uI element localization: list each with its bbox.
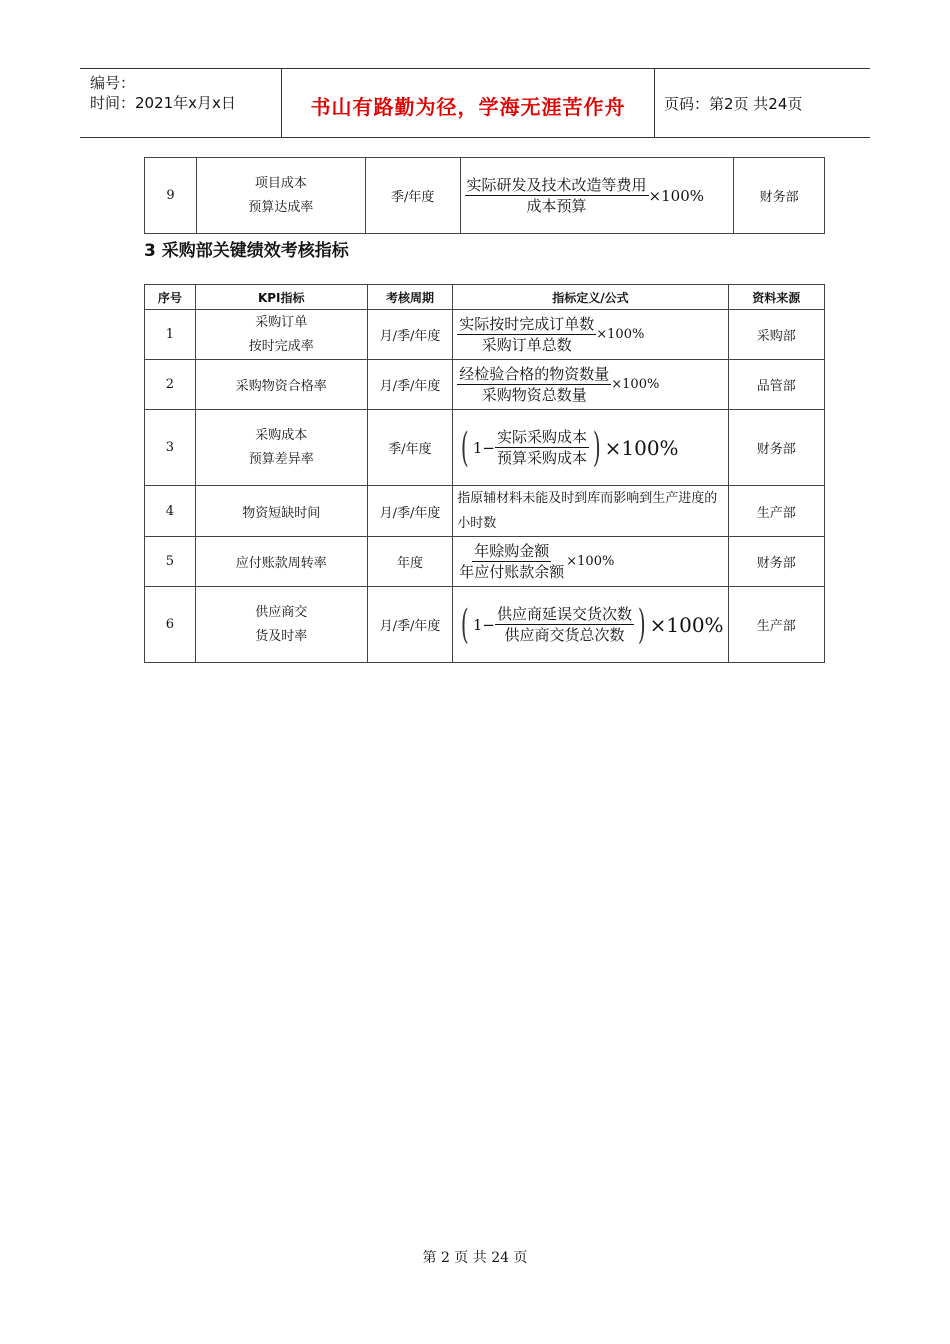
col-header: KPI指标 (195, 285, 367, 310)
kpi-name (195, 310, 367, 360)
kpi-name-line: 采购订单 (255, 314, 308, 330)
header-motto: 书山有路勤为径，学海无涯苦作舟 (310, 95, 626, 119)
kpi-formula (453, 360, 728, 410)
formula (457, 541, 614, 582)
formula-prefix: 1− (472, 438, 495, 457)
kpi-period: 月/季/年度 (367, 587, 453, 663)
row-number: 3 (145, 410, 196, 486)
kpi-formula (453, 537, 728, 587)
kpi-period: 月/季/年度 (367, 486, 453, 537)
fraction (465, 175, 649, 216)
col-header: 指标定义/公式 (453, 285, 728, 310)
row-number: 6 (145, 587, 196, 663)
row-number: 4 (145, 486, 196, 537)
right-paren-icon: ) (637, 601, 646, 648)
header-divider (654, 69, 655, 137)
kpi-name-line: 按时完成率 (248, 338, 314, 354)
denominator: 供应商交货总次数 (504, 626, 625, 644)
table-header-row (145, 285, 825, 310)
formula (457, 424, 679, 471)
fraction (495, 427, 589, 468)
kpi-name: 应付账款周转率 (195, 537, 367, 587)
kpi-name-line: 预算达成率 (248, 199, 314, 215)
kpi-definition: 指原辅材料未能及时到库而影响到生产进度的小时数 (453, 486, 728, 537)
purchasing-kpi-table (144, 284, 825, 663)
row-number: 9 (145, 158, 197, 234)
kpi-name (195, 410, 367, 486)
col-header: 考核周期 (367, 285, 453, 310)
code-label: 编号： (90, 74, 136, 92)
page-header (80, 68, 870, 138)
denominator: 预算采购成本 (496, 449, 587, 467)
denominator: 年应付账款余额 (459, 563, 565, 581)
multiplier: ×100% (566, 554, 615, 569)
kpi-name-line: 预算差异率 (248, 451, 314, 467)
table-row (145, 537, 825, 587)
kpi-name (195, 587, 367, 663)
denominator: 成本预算 (526, 197, 587, 215)
data-source: 采购部 (728, 310, 824, 360)
fraction (457, 314, 596, 355)
denominator: 采购订单总数 (481, 336, 572, 354)
formula-prefix: 1− (472, 615, 495, 634)
kpi-formula (453, 310, 728, 360)
numerator: 实际采购成本 (496, 428, 587, 446)
kpi-name-line: 供应商交 (255, 604, 308, 620)
row-number: 5 (145, 537, 196, 587)
table-row (145, 158, 825, 234)
multiplier: ×100% (649, 612, 724, 637)
data-source: 财务部 (728, 410, 824, 486)
kpi-name: 采购物资合格率 (195, 360, 367, 410)
multiplier: ×100% (611, 377, 660, 392)
left-paren-icon: ( (461, 601, 469, 648)
numerator: 年赊购金额 (474, 542, 550, 560)
formula (457, 314, 644, 355)
data-source: 生产部 (728, 486, 824, 537)
kpi-period: 年度 (367, 537, 453, 587)
page-number-label: 页码：第2页 共24页 (664, 95, 803, 113)
data-source: 品管部 (728, 360, 824, 410)
budget-table (144, 157, 825, 234)
section-title: 3 采购部关键绩效考核指标 (144, 241, 349, 261)
formula (465, 175, 704, 216)
kpi-period: 月/季/年度 (367, 310, 453, 360)
table-row (145, 360, 825, 410)
multiplier: ×100% (604, 435, 679, 460)
col-header: 序号 (145, 285, 196, 310)
col-header: 资料来源 (728, 285, 824, 310)
kpi-period: 季/年度 (367, 410, 453, 486)
numerator: 实际按时完成订单数 (459, 315, 595, 333)
denominator: 采购物资总数量 (481, 386, 587, 404)
kpi-period: 月/季/年度 (367, 360, 453, 410)
row-number: 2 (145, 360, 196, 410)
multiplier: ×100% (596, 327, 645, 342)
time-label: 时间：2021年x月x日 (90, 94, 236, 112)
numerator: 实际研发及技术改造等费用 (466, 176, 647, 194)
numerator: 供应商延误交货次数 (496, 605, 632, 623)
table-row (145, 587, 825, 663)
fraction (457, 364, 611, 405)
formula (457, 364, 659, 405)
kpi-name-line: 项目成本 (254, 175, 307, 191)
data-source: 生产部 (728, 587, 824, 663)
header-meta (90, 73, 236, 113)
fraction (457, 541, 566, 582)
kpi-formula (453, 587, 728, 663)
multiplier: ×100% (648, 186, 704, 205)
kpi-name: 物资短缺时间 (195, 486, 367, 537)
kpi-name-line: 货及时率 (255, 628, 308, 644)
data-source: 财务部 (734, 158, 825, 234)
page-footer: 第 2 页 共 24 页 (422, 1250, 528, 1266)
table-row (145, 310, 825, 360)
fraction (495, 604, 634, 645)
right-paren-icon: ) (592, 424, 601, 471)
kpi-formula (453, 410, 728, 486)
table-row (145, 486, 825, 537)
kpi-name (196, 158, 365, 234)
kpi-period: 季/年度 (365, 158, 460, 234)
data-source: 财务部 (728, 537, 824, 587)
kpi-name-line: 采购成本 (255, 427, 308, 443)
numerator: 经检验合格的物资数量 (459, 365, 610, 383)
left-paren-icon: ( (461, 424, 469, 471)
formula (457, 601, 724, 648)
row-number: 1 (145, 310, 196, 360)
table-row (145, 410, 825, 486)
kpi-formula (460, 158, 734, 234)
